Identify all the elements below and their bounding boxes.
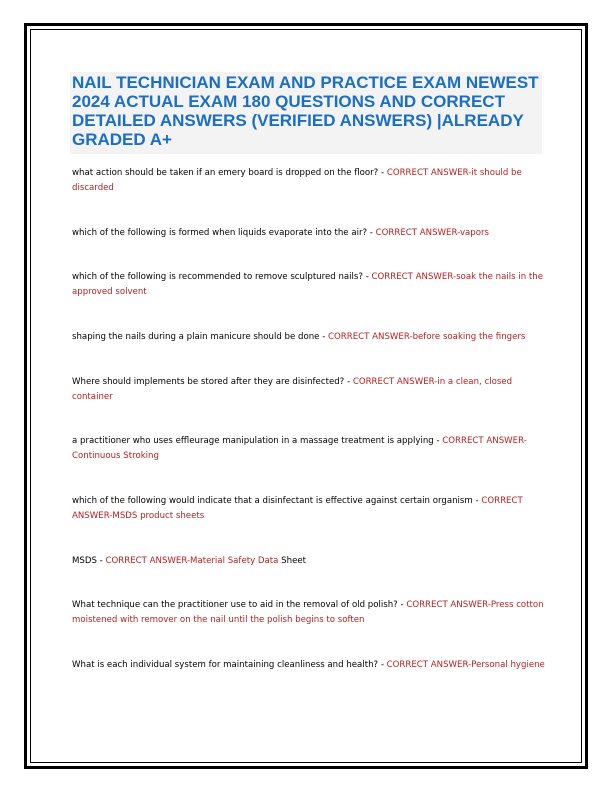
qa-item-6 [72,434,546,464]
answer-text: CORRECT ANSWER-soak the nails in the approved solvent [72,272,543,297]
answer-text: CORRECT ANSWER-Personal hygiene [386,660,545,670]
question-text: What is each individual system for maintaining cleanliness and health? - [72,660,387,670]
question-text: a practitioner who uses effleurage manipulation in a massage treatment is applying - [72,436,443,446]
answer-text: CORRECT ANSWER-before soaking the fingers [328,332,526,342]
answer-text: CORRECT ANSWER-MSDS product sheets [72,496,523,521]
qa-item-3 [72,270,546,300]
answer-text: CORRECT ANSWER-vapors [375,228,490,238]
qa-item-9 [72,598,546,628]
qa-item-5 [72,375,546,405]
question-text: which of the following is recommended to remove sculptured nails? - [72,272,372,282]
answer-text: CORRECT ANSWER-in a clean, closed container [72,377,513,402]
answer-text: CORRECT ANSWER-Continuous Stroking [72,436,527,461]
qa-item-1 [72,166,546,196]
question-text: shaping the nails during a plain manicure should be done - [72,332,329,342]
question-text: What technique can the practitioner use to aid in the removal of old polish? - [72,600,407,610]
question-text: MSDS - [72,556,106,566]
document-title: NAIL TECHNICIAN EXAM AND PRACTICE EXAM NEWEST 2024 ACTUAL EXAM 180 QUESTIONS AND CORRECT DETAILED ANSWERS (VERIFIED ANSWERS) |ALREADY GRADED A+ [72,73,539,149]
answer-text: CORRECT ANSWER-it should be discarded [72,168,522,193]
qa-item-4 [72,330,546,345]
qa-item-7 [72,494,546,524]
answer-text: CORRECT ANSWER-Material Safety Data [105,556,279,566]
question-text: Where should implements be stored after they are disinfected? - [72,377,353,387]
question-text: what action should be taken if an emery board is dropped on the floor? - [72,168,387,178]
answer-tail-text: Sheet [278,556,307,566]
qa-item-10 [72,658,546,673]
qa-item-2 [72,226,546,241]
question-text: which of the following would indicate that a disinfectant is effective against certain organism - [72,496,482,506]
question-text: which of the following is formed when liquids evaporate into the air? - [72,228,376,238]
answer-text: CORRECT ANSWER-Press cotton moistened with remover on the nail until the polish begins to soften [72,600,544,625]
qa-item-8 [72,554,546,569]
